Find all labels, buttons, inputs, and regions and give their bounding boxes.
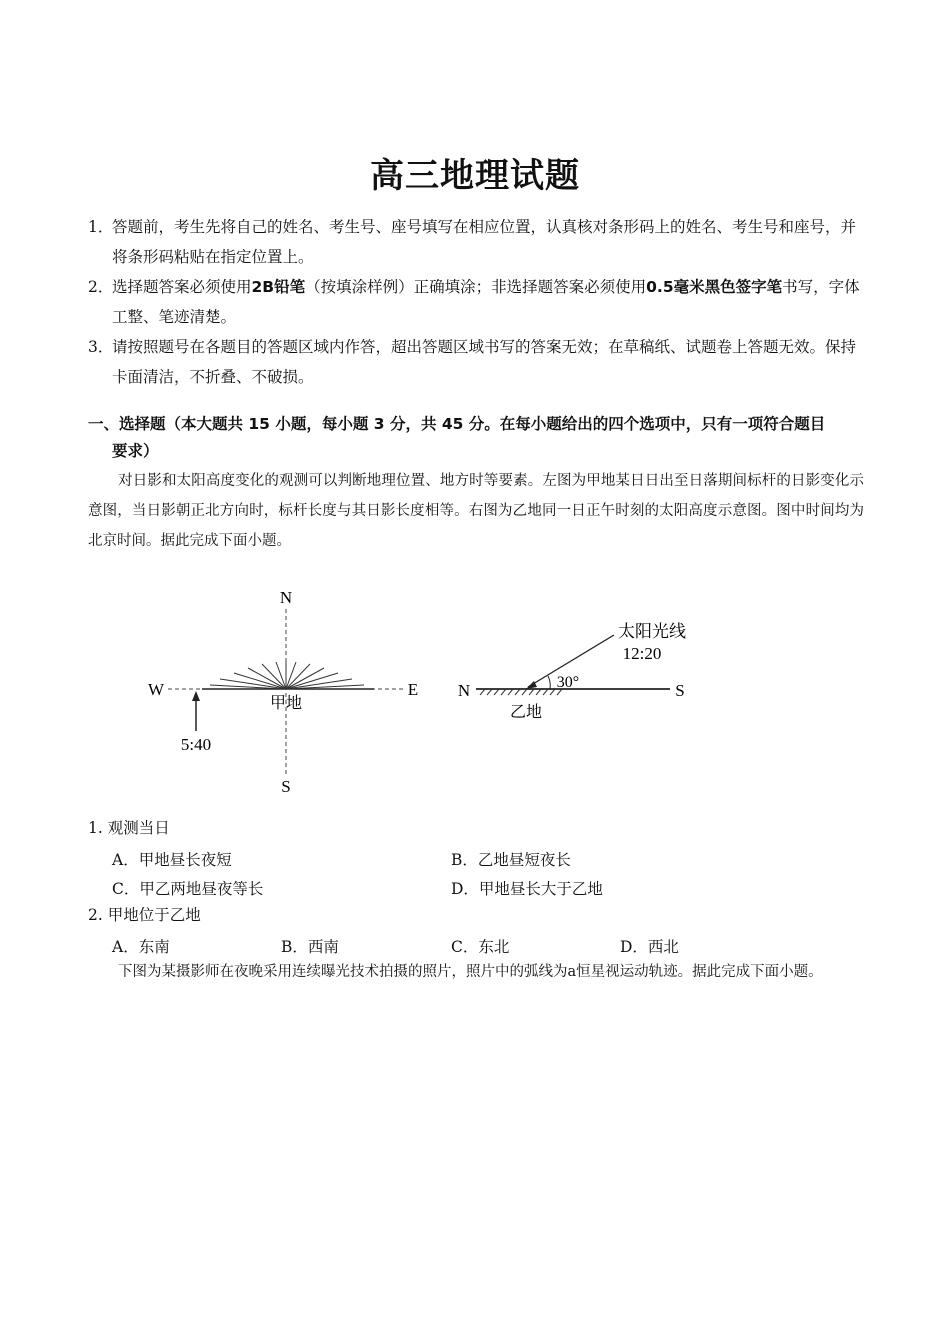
instruction-number: 3． (88, 338, 114, 356)
instruction-bold-pen: 0.5毫米黑色签字笔 (646, 278, 783, 296)
section-heading (88, 411, 868, 465)
instruction-3 (88, 332, 868, 392)
instruction-text (112, 272, 868, 332)
instruction-bold-pencil: 2B铅笔 (251, 278, 306, 296)
stem-text: 下图为某摄影师在夜晚采用连续曝光技术拍摄的照片，照片中的弧线为a恒星视运动轨迹。据此完成下面小题。 (118, 964, 823, 980)
instruction-text-part: 书写，字体工整、笔迹清楚。 (112, 278, 860, 326)
south-label: S (281, 777, 291, 796)
instruction-2 (88, 272, 868, 332)
exam-instructions (88, 212, 868, 392)
north-label: N (279, 588, 293, 607)
question-stem-2 (88, 957, 864, 987)
page-title: 高三地理试题 (370, 156, 580, 196)
shadow-figure (140, 585, 700, 805)
east-label: E (407, 680, 419, 699)
q2-option-b[interactable]: B．西南 (281, 938, 339, 956)
q2-option-c[interactable]: C．东北 (451, 938, 510, 956)
place-yi-label: 乙地 (509, 704, 543, 721)
q1-option-a[interactable]: A．甲地昼长夜短 (112, 851, 232, 869)
q2-option-a[interactable]: A．东南 (112, 938, 170, 956)
left-diagram (148, 588, 418, 796)
instruction-text-part: （按填涂样例）正确填涂；非选择题答案必须使用 (305, 278, 647, 296)
instruction-1 (88, 212, 868, 272)
sun-angle-label: 30° (556, 674, 580, 691)
place-jia-label: 甲地 (269, 695, 303, 712)
instruction-number: 2． (88, 278, 114, 296)
stem-text: 对日影和太阳高度变化的观测可以判断地理位置、地方时等要素。左图为甲地某日日出至日落期间标杆的日影变化示意图，当日影朝正北方向时，标杆长度与其日影长度相等。右图为乙地同一日正午时刻的太阳高度示意图。图中时间均为北京时间。据此完成下面小题。 (88, 473, 864, 549)
instruction-text-part: 选择题答案必须使用 (112, 278, 252, 296)
instruction-text: 请按照题号在各题目的答题区域内作答，超出答题区域书写的答案无效；在草稿纸、试题卷上答题无效。保持卡面清洁，不折叠、不破损。 (112, 338, 857, 386)
question-1-stem: 1. 观测当日 (88, 819, 170, 837)
question-2-stem: 2. 甲地位于乙地 (88, 906, 201, 924)
q1-option-c[interactable]: C．甲乙两地昼夜等长 (112, 880, 264, 898)
noon-time-label: 12:20 (622, 644, 662, 663)
sunlight-label: 太阳光线 (618, 622, 686, 641)
instruction-text: 答题前，考生先将自己的姓名、考生号、座号填写在相应位置，认真核对条形码上的姓名、考生号和座号，并将条形码粘贴在指定位置上。 (112, 218, 857, 266)
q1-option-d[interactable]: D．甲地昼长大于乙地 (451, 880, 603, 898)
question-stem-1 (88, 466, 864, 556)
instruction-number: 1． (88, 218, 114, 236)
north-label-right: N (457, 681, 471, 700)
q1-option-b[interactable]: B．乙地昼短夜长 (451, 851, 571, 869)
section-heading-line2: 要求） (112, 442, 159, 460)
sunrise-time-label: 5:40 (180, 735, 212, 754)
south-label-right: S (675, 681, 685, 700)
right-diagram (458, 622, 686, 721)
section-heading-line1: 一、选择题（本大题共 15 小题，每小题 3 分，共 45 分。在每小题给出的四个选项中，只有一项符合题目 (88, 415, 826, 433)
west-label: W (147, 680, 165, 699)
q2-option-d[interactable]: D．西北 (620, 938, 679, 956)
